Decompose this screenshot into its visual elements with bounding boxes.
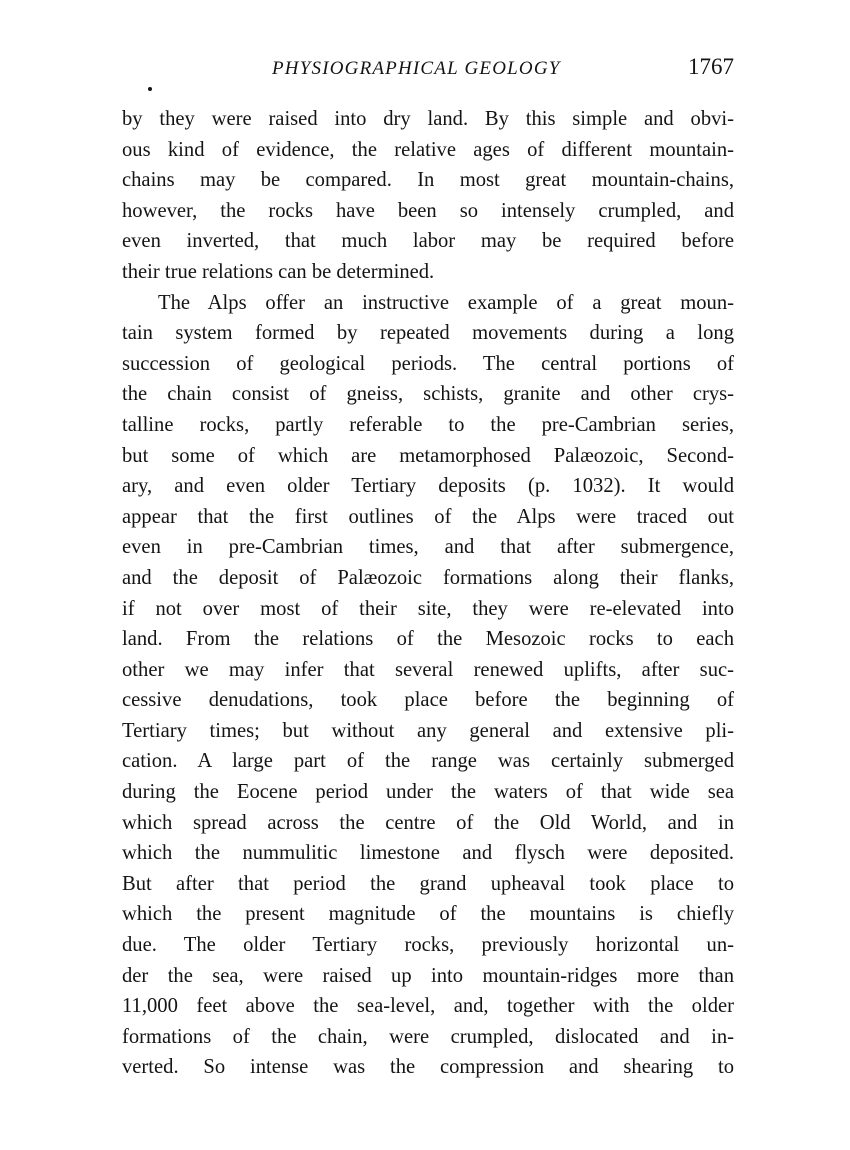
text-line: and the deposit of Palæozoic formations along their flanks, bbox=[122, 566, 734, 589]
body-text bbox=[122, 104, 734, 1083]
text-line: but some of which are metamorphosed Palæozoic, Second- bbox=[122, 444, 734, 467]
text-line: cessive denudations, took place before the beginning of bbox=[122, 689, 734, 712]
text-line: ous kind of evidence, the relative ages of different mountain- bbox=[122, 138, 734, 161]
running-header bbox=[122, 54, 734, 88]
text-line: succession of geological periods. The central portions of bbox=[122, 352, 734, 375]
text-line: by they were raised into dry land. By this simple and obvi- bbox=[122, 108, 734, 130]
text-line: even inverted, that much labor may be required before bbox=[122, 230, 734, 253]
running-title: PHYSIOGRAPHICAL GEOLOGY bbox=[272, 58, 561, 79]
text-line: if not over most of their site, they were re-elevated into bbox=[122, 597, 734, 620]
text-line: land. From the relations of the Mesozoic rocks to each bbox=[122, 628, 734, 651]
text-line: 11,000 feet above the sea-level, and, together with the older bbox=[122, 995, 734, 1018]
text-line: talline rocks, partly referable to the pre-Cambrian series, bbox=[122, 413, 734, 436]
text-line: which the nummulitic limestone and flysch were deposited. bbox=[122, 842, 734, 865]
page-number: 1767 bbox=[688, 54, 734, 79]
text-line: ary, and even older Tertiary deposits (p. 1032). It would bbox=[122, 475, 734, 498]
text-line: appear that the first outlines of the Alps were traced out bbox=[122, 505, 734, 528]
text-line: other we may infer that several renewed uplifts, after suc- bbox=[122, 658, 734, 681]
text-line: the chain consist of gneiss, schists, granite and other crys- bbox=[122, 383, 734, 406]
text-line: their true relations can be determined. bbox=[122, 260, 435, 283]
text-line: which the present magnitude of the mountains is chiefly bbox=[122, 903, 734, 926]
text-line: Tertiary times; but without any general and extensive pli- bbox=[122, 719, 734, 742]
text-line: der the sea, were raised up into mountain-ridges more than bbox=[122, 964, 734, 987]
text-line: which spread across the centre of the Old World, and in bbox=[122, 811, 734, 834]
text-line: due. The older Tertiary rocks, previously horizontal un- bbox=[122, 934, 734, 957]
text-line: verted. So intense was the compression and shearing to bbox=[122, 1056, 734, 1079]
text-line: cation. A large part of the range was certainly submerged bbox=[122, 750, 734, 773]
text-line: during the Eocene period under the waters of that wide sea bbox=[122, 781, 734, 804]
text-line: even in pre-Cambrian times, and that after submergence, bbox=[122, 536, 734, 559]
text-line: formations of the chain, were crumpled, dislocated and in- bbox=[122, 1025, 734, 1048]
text-line: however, the rocks have been so intensely crumpled, and bbox=[122, 199, 734, 222]
ink-speck bbox=[148, 87, 152, 91]
text-line: chains may be compared. In most great mountain-chains, bbox=[122, 169, 734, 192]
text-line: But after that period the grand upheaval took place to bbox=[122, 872, 734, 895]
text-line: tain system formed by repeated movements during a long bbox=[122, 322, 734, 345]
text-line: The Alps offer an instructive example of a great moun- bbox=[158, 291, 734, 314]
